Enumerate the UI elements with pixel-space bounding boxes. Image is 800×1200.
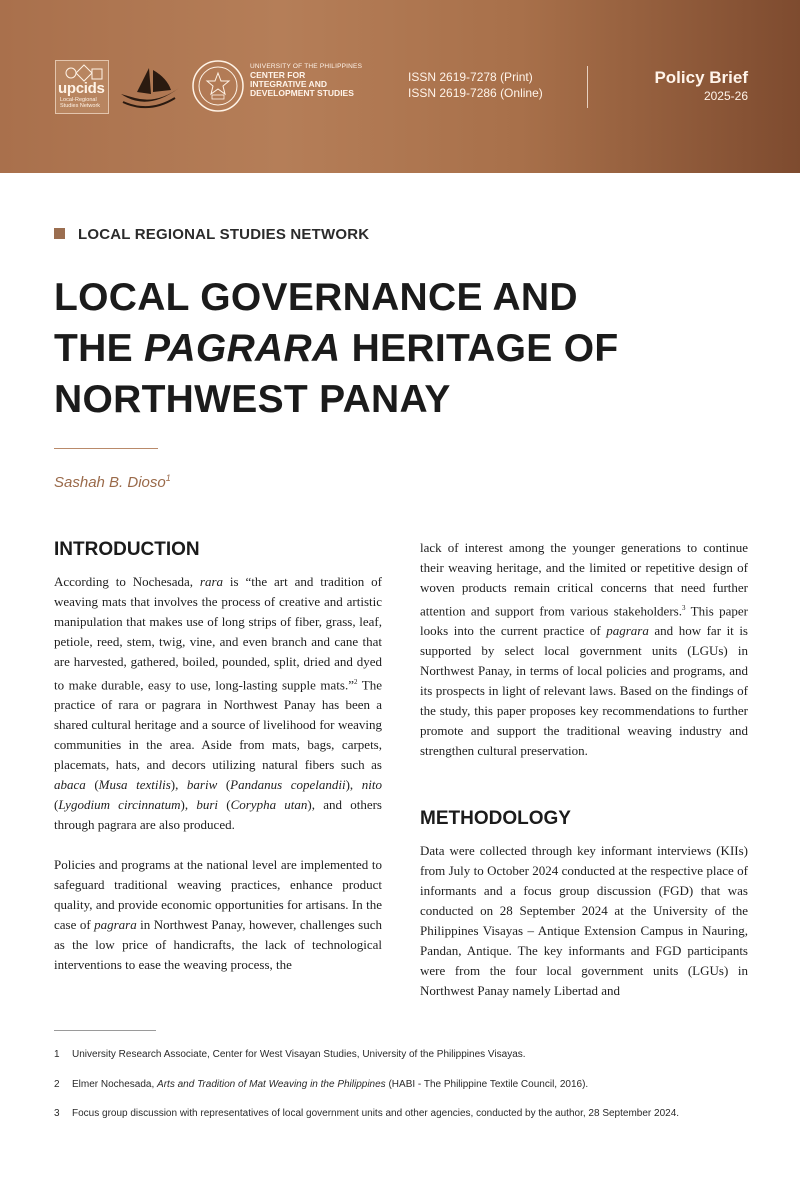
document-type: Policy Brief — [654, 68, 748, 87]
center-name: CENTER FOR INTEGRATIVE AND DEVELOPMENT STUDIES — [250, 70, 354, 98]
author-byline — [54, 473, 171, 491]
footnote-1 — [54, 1049, 754, 1060]
square-bullet-icon — [54, 228, 65, 239]
title-line-2-start: THE — [54, 327, 145, 370]
issn-block — [408, 69, 543, 101]
footnote-number: 3 — [54, 1108, 60, 1119]
footnote-text: Elmer Nochesada, — [72, 1079, 158, 1090]
footnote-3 — [54, 1108, 754, 1119]
boat-logo-icon — [117, 64, 181, 116]
title-emphasis: PAGRARA — [144, 327, 341, 370]
methodology-column — [420, 841, 748, 1001]
issn-print: ISSN 2619-7278 (Print) — [408, 70, 533, 84]
header-divider — [587, 66, 588, 108]
document-number: 2025-26 — [703, 89, 748, 103]
footnote-ref-2[interactable]: 2 — [354, 678, 358, 686]
upcids-subtitle: Local-Regional Studies Network — [60, 97, 101, 109]
footnote-text: University Research Associate, Center for West Visayan Studies, University of the Philippines Visayas. — [72, 1049, 526, 1060]
footnote-number: 2 — [54, 1079, 60, 1090]
footnote-text: Focus group discussion with representatives of local government units and other agencies, conducted by the author, 28 September 2024. — [72, 1108, 680, 1119]
policy-brief-label — [654, 68, 748, 103]
footnote-rule — [54, 1030, 156, 1031]
right-column — [420, 538, 748, 761]
up-seal-icon — [191, 59, 245, 113]
up-cids-name — [250, 63, 362, 98]
issn-online: ISSN 2619-7286 (Online) — [408, 86, 543, 100]
introduction-heading: INTRODUCTION — [54, 539, 200, 560]
title-rule — [54, 448, 158, 449]
footnote-text: (HABI - The Philippine Textile Council, 2016). — [385, 1079, 589, 1090]
title-line-2-end: HERITAGE OF — [340, 327, 619, 370]
left-column — [54, 572, 382, 975]
upcids-wordmark: upcids — [58, 80, 105, 97]
intro-paragraph-1: According to Nochesada, rara is “the art and tradition of weaving mats that involves the process of creative and artistic manipulation that makes use of long strips of fiber, grass, leaf, petiole, reed, stem, twig, vine, and even branch and cane that are harvested, gathered, boiled, pounded, split, dried and dyed to make durable, easy to use, long-lasting supple mats.”$^2$ The practice of rara or pagrara in Northwest Panay has been a shared cultural heritage and a source of livelihood for weaving communities in the area. Aside from mats, bags, carpets, placemats, hats, and decors utilizing natural fibers such as abaca (Musa textilis), bariw (Pandanus copelandii), nito (Lygodium circinnatum), buri (Corypha utan), and others through pagrara are also produced. — [54, 574, 383, 833]
footnote-book-title: Arts and Tradition of Mat Weaving in the Philippines — [157, 1079, 386, 1090]
author-footnote-mark[interactable]: 1 — [165, 473, 171, 483]
header-band — [0, 0, 800, 173]
page-title — [54, 272, 734, 425]
footnote-ref-3[interactable]: 3 — [681, 604, 686, 612]
upcids-logo — [55, 60, 109, 114]
title-line-2 — [54, 323, 734, 374]
network-label — [54, 226, 369, 243]
intro-paragraph-2: Policies and programs at the national level are implemented to safeguard traditional weaving practices, enhance product quality, and provide economic opportunities for artisans. In the case of pagrara in Northwest Panay, however, challenges such as the low price of handicrafts, the lack of technological interventions to ease the weaving process, the — [54, 857, 383, 973]
intro-paragraph-3: lack of interest among the younger generations to continue their weaving heritage, and the limited or repetitive design of woven products remain critical concerns that need further attention and support from various stakeholders.$^3$ This paper looks into the current practice of pagrara and how far it is supported by select local government units (LGUs) in Northwest Panay, in terms of local policies and programs, and its prospects in light of relevant laws. Based on the findings of the study, this paper proposes key recommendations to further promote and support the traditional weaving industry and strengthen cultural preservation. — [420, 540, 749, 759]
university-name: UNIVERSITY OF THE PHILIPPINES — [250, 63, 363, 70]
methodology-paragraph: Data were collected through key informant interviews (KIIs) from July to October 2024 conducted at the respective place of informants and a focus group discussion (FGD) that was conducted on 28 September 2024 at the University of the Philippines Visayas – Antique Extension Campus in Nauring, Pandan, Antique. The key informants and FGD participants were from the four local government units (LGUs) in Northwest Panay namely Libertad and — [420, 843, 748, 998]
author-name: Sashah B. Dioso — [54, 474, 166, 491]
footnote-number: 1 — [54, 1049, 60, 1060]
title-line-3: NORTHWEST PANAY — [54, 378, 451, 421]
network-text: LOCAL REGIONAL STUDIES NETWORK — [78, 226, 370, 243]
methodology-heading: METHODOLOGY — [420, 808, 571, 829]
footnote-2 — [54, 1079, 754, 1090]
title-line-1: LOCAL GOVERNANCE AND — [54, 276, 578, 319]
